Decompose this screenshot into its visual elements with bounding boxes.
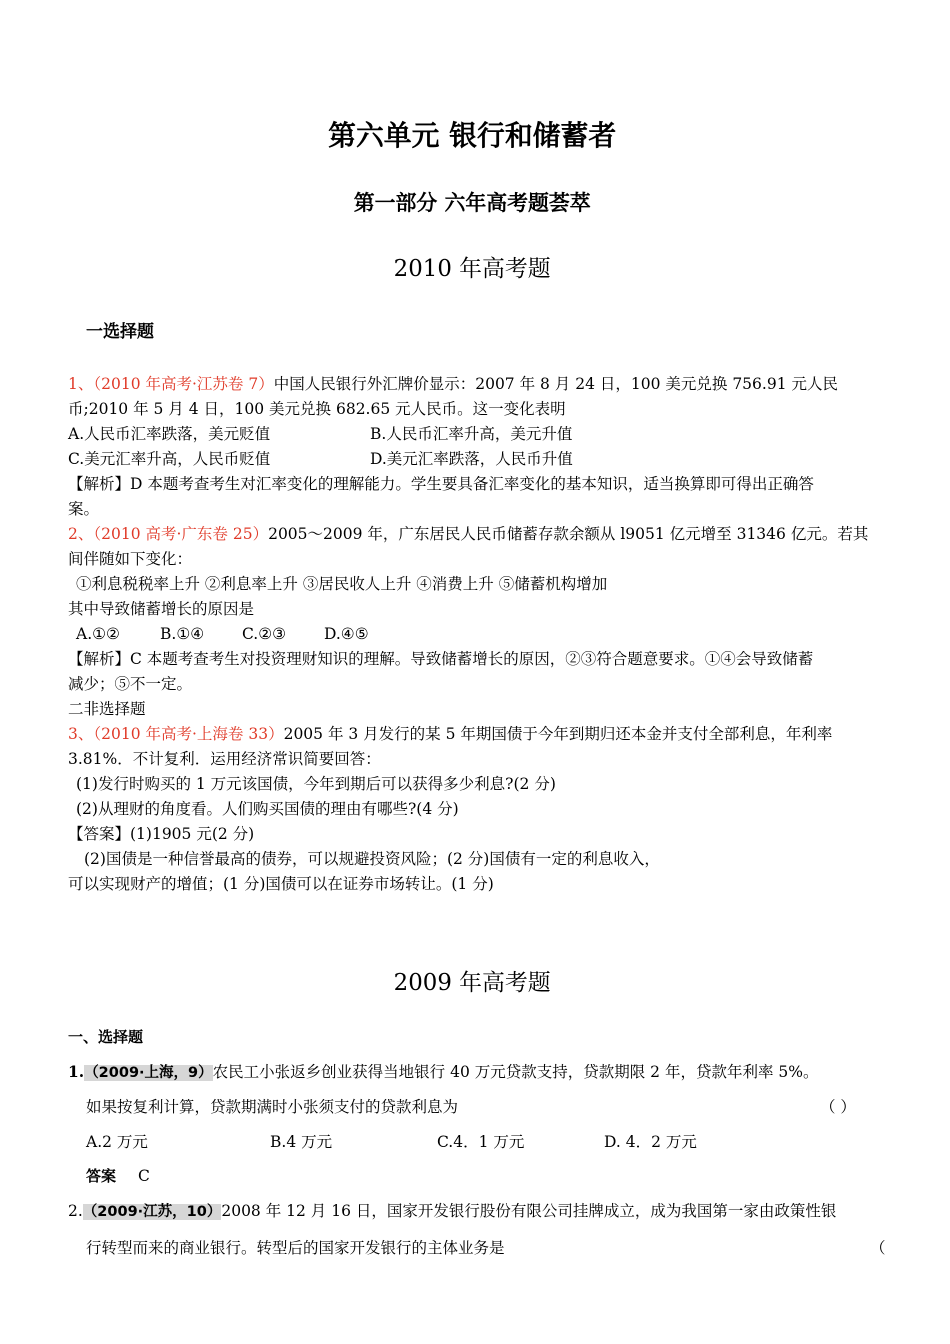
question-text-line: 如果按复利计算，贷款期满时小张须支付的贷款利息为 [86,1098,459,1116]
option-d: D. 4．2 万元 [604,1133,697,1151]
answer-value: C [138,1167,150,1185]
question-number: 2、 [68,525,94,543]
answer-text-line: 可以实现财产的增值；(1 分)国债可以在证券市场转让。(1 分) [68,875,494,893]
question-text: 中国人民银行外汇牌价显示：2007 年 8 月 24 日，100 美元兑换 756.91 元人民 [273,375,838,393]
sub-question-2: (2)从理财的角度看。人们购买国债的理由有哪些?(4 分) [76,800,459,818]
question-text: 农民工小张返乡创业获得当地银行 40 万元贷款支持，贷款期限 2 年，贷款年利率 5%。 [212,1063,819,1081]
question-number: 2. [68,1202,83,1220]
question-source: （2010 高考·广东卷 25） [93,525,269,543]
question-number: 3、 [68,725,94,743]
question-text-line: 行转型而来的商业银行。转型后的国家开发银行的主体业务是 [86,1239,505,1257]
analysis-text-line: 案。 [68,500,100,518]
question-2-2010 [68,524,868,544]
option-d: D.美元汇率跌落，人民币升值 [370,450,573,468]
question-text-line: 间伴随如下变化： [68,550,193,568]
mc-heading-2009: 一、选择题 [68,1028,144,1046]
question-text-line: 币;2010 年 5 月 4 日，100 美元兑换 682.65 元人民币。这一变化表明 [68,400,566,418]
question-3-2010 [68,724,832,744]
answer-bracket: （ ） [820,1098,856,1116]
answer-text: 【答案】(1)1905 元(2 分) [68,825,255,843]
page-title: 第六单元 银行和储蓄者 [328,119,617,152]
question-number: 1、 [68,375,94,393]
question-1-2010 [68,374,838,394]
analysis-text: 【解析】C 本题考查考生对投资理财知识的理解。导致储蓄增长的原因，②③符合题意要求。①④会导致储蓄 [68,650,814,668]
answer-text-line: (2)国债是一种信誉最高的债券，可以规避投资风险；(2 分)国债有一定的利息收入， [84,850,660,868]
question-text-line: 3.81%．不计复利．运用经济常识简要回答： [68,750,381,768]
option-b: B.人民币汇率升高，美元升值 [370,425,573,443]
question-stem: 其中导致储蓄增长的原因是 [68,600,255,618]
answer-line [86,1166,150,1186]
sub-question-1: (1)发行时购买的 1 万元该国债，今年到期后可以获得多少利息?(2 分) [76,775,556,793]
analysis-text: 【解析】D 本题考查考生对汇率变化的理解能力。学生要具备汇率变化的基本知识，适当换算即可得出正确答 [68,475,814,493]
question-source: （2009·江苏，10） [82,1204,222,1220]
condition-list: ①利息税税率上升 ②利息率上升 ③居民收人上升 ④消费上升 ⑤储蓄机构增加 [76,575,608,593]
option-b: B.①④ [160,625,205,643]
answer-label: 答案 [86,1167,117,1185]
mc-heading-2010: 一选择题 [86,322,154,342]
part-subtitle: 第一部分 六年高考题荟萃 [353,190,591,215]
question-source: （2010 年高考·江苏卷 7） [93,375,274,393]
option-a: A.人民币汇率跌落，美元贬值 [68,425,271,443]
section-heading-2009: 2009 年高考题 [393,970,551,996]
question-source: （2009·上海，9） [84,1065,213,1081]
option-c: C.②③ [242,625,287,643]
question-1-2009 [68,1062,818,1083]
analysis-text-line: 减少；⑤不一定。 [68,675,193,693]
question-text: 2005～2009 年，广东居民人民币储蓄存款余额从 l9051 亿元增至 31346 亿元。若其 [268,525,869,543]
question-source: （2010 年高考·上海卷 33） [93,725,284,743]
question-number: 1. [68,1062,85,1081]
option-d: D.④⑤ [324,625,369,643]
non-mc-heading-2010: 二非选择题 [68,700,146,718]
option-a: A.2 万元 [86,1133,148,1151]
question-2-2009 [68,1201,836,1222]
answer-bracket: （ [870,1239,886,1257]
option-c: C.美元汇率升高，人民币贬值 [68,450,271,468]
question-text: 2005 年 3 月发行的某 5 年期国债于今年到期归还本金并支付全部利息，年利率 [283,725,833,743]
section-heading-2010: 2010 年高考题 [393,256,551,282]
question-text: 2008 年 12 月 16 日，国家开发银行股份有限公司挂牌成立，成为我国第一家由政策性银 [221,1202,837,1220]
option-a: A.①② [76,625,120,643]
option-b: B.4 万元 [270,1133,333,1151]
option-c: C.4．1 万元 [437,1133,525,1151]
